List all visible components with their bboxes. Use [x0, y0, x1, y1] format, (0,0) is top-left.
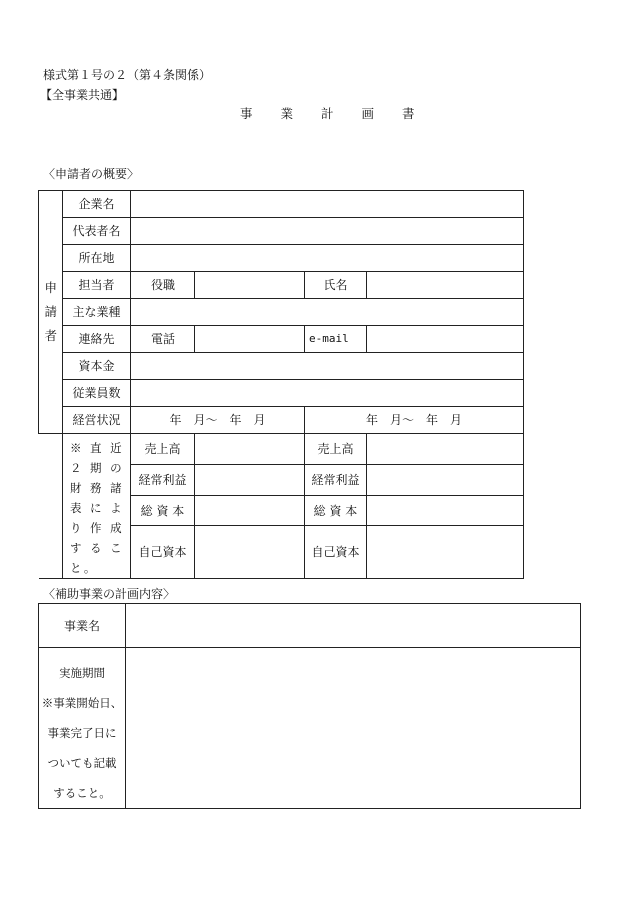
- label-company: 企業名: [63, 191, 131, 218]
- label-email: e-mail: [305, 326, 367, 353]
- capital-field[interactable]: [131, 353, 524, 380]
- label-equity-2: 自己資本: [305, 526, 367, 579]
- period-note-line-2: 事業完了日に: [47, 726, 117, 740]
- applicant-table: [38, 190, 524, 579]
- label-business-type: 主な業種: [63, 299, 131, 326]
- equity-1-field[interactable]: [195, 526, 305, 579]
- label-position: 役職: [131, 272, 195, 299]
- period-note-line-1: ※事業開始日、: [41, 696, 123, 710]
- sales-1-field[interactable]: [195, 434, 305, 465]
- total-capital-1-field[interactable]: [195, 495, 305, 526]
- applicant-side-label: 申請者: [44, 280, 58, 343]
- position-field[interactable]: [195, 272, 305, 299]
- label-name: 氏名: [305, 272, 367, 299]
- form-category: 【全事業共通】: [40, 88, 125, 102]
- label-equity-1: 自己資本: [131, 526, 195, 579]
- equity-2-field[interactable]: [367, 526, 524, 579]
- sales-2-field[interactable]: [367, 434, 524, 465]
- label-address: 所在地: [63, 245, 131, 272]
- phone-field[interactable]: [195, 326, 305, 353]
- operating-profit-2-field[interactable]: [367, 464, 524, 495]
- label-sales-1: 売上高: [131, 434, 195, 465]
- company-name-field[interactable]: [131, 191, 524, 218]
- plan-section-heading: 〈補助事業の計画内容〉: [43, 587, 176, 601]
- fiscal-period-2[interactable]: 年 月～ 年 月: [305, 407, 524, 434]
- label-operating-profit-1: 経常利益: [131, 464, 195, 495]
- label-representative: 代表者名: [63, 218, 131, 245]
- period-note-line-3: ついても記載: [47, 756, 117, 770]
- applicant-side-label-cell: [39, 191, 63, 434]
- label-project-name: 事業名: [39, 604, 126, 648]
- financial-note: ※直近２期の財務諸表により作成すること。: [63, 434, 131, 579]
- label-employees: 従業員数: [63, 380, 131, 407]
- total-capital-2-field[interactable]: [367, 495, 524, 526]
- label-total-capital-1: 総 資 本: [131, 495, 195, 526]
- label-phone: 電話: [131, 326, 195, 353]
- form-number: 様式第１号の２（第４条関係）: [43, 68, 212, 82]
- business-type-field[interactable]: [131, 299, 524, 326]
- implementation-period-field[interactable]: [126, 648, 581, 809]
- plan-table: [38, 603, 581, 809]
- applicant-section-heading: 〈申請者の概要〉: [43, 167, 140, 181]
- period-label: 実施期間: [59, 666, 105, 680]
- period-note-cell: [39, 648, 126, 809]
- label-contact-person: 担当者: [63, 272, 131, 299]
- project-name-field[interactable]: [126, 604, 581, 648]
- page-title: 事業計画書: [240, 106, 443, 121]
- operating-profit-1-field[interactable]: [195, 464, 305, 495]
- label-operating-profit-2: 経常利益: [305, 464, 367, 495]
- applicant-side-blank: [39, 434, 63, 579]
- label-fiscal-status: 経営状況: [63, 407, 131, 434]
- fiscal-period-1[interactable]: 年 月～ 年 月: [131, 407, 305, 434]
- email-field[interactable]: [367, 326, 524, 353]
- employees-field[interactable]: [131, 380, 524, 407]
- name-field[interactable]: [367, 272, 524, 299]
- label-capital: 資本金: [63, 353, 131, 380]
- period-note-line-4: すること。: [53, 786, 111, 800]
- label-sales-2: 売上高: [305, 434, 367, 465]
- label-total-capital-2: 総 資 本: [305, 495, 367, 526]
- label-contact: 連絡先: [63, 326, 131, 353]
- representative-name-field[interactable]: [131, 218, 524, 245]
- address-field[interactable]: [131, 245, 524, 272]
